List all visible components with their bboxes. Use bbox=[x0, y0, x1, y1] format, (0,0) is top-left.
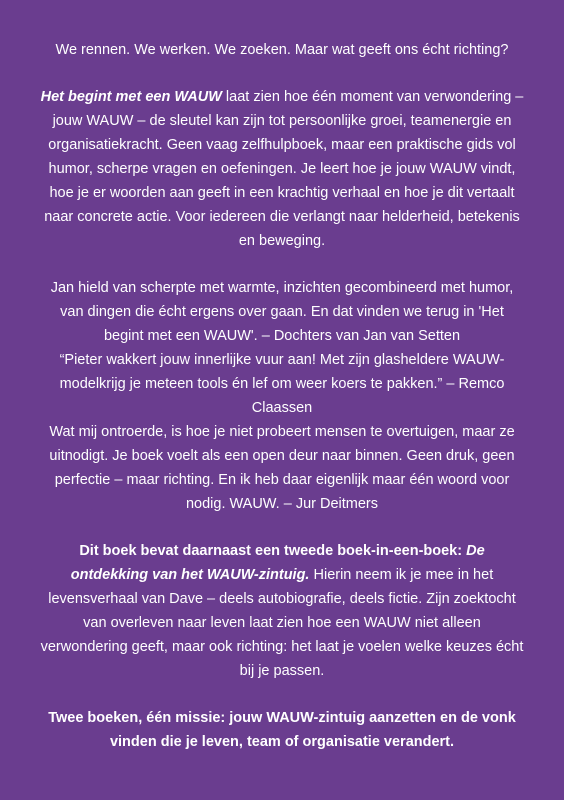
closing-statement: Twee boeken, één missie: jouw WAUW-zintuig aanzetten en de vonk vinden die je leven, team of organisatie verandert. bbox=[48, 710, 516, 750]
book-title-emphasis: Het begint met een WAUW bbox=[40, 89, 222, 105]
quote-jur-deitmers: Wat mij ontroerde, is hoe je niet probeert mensen te overtuigen, maar ze uitnodigt. Je boek voelt als een open deur naar binnen. Geen druk, geen perfectie – maar richting. En ik heb daar eigenlijk maar één woord voor nodig. WAUW. – Jur Deitmers bbox=[49, 424, 515, 512]
intro-text: We rennen. We werken. We zoeken. Maar wat geeft ons écht richting? bbox=[55, 42, 509, 58]
second-book-text: Hierin neem ik je mee in het levensverhaal van Dave – deels autobiografie, deels fictie. Zijn zoektocht van overleven naar leven laat zien hoe een WAUW niet alleen verwondering geeft, maar ook richting: het laat je voelen welke keuzes écht bij je passen. bbox=[40, 567, 524, 679]
description-text: laat zien hoe één moment van verwondering – jouw WAUW – de sleutel kan zijn tot persoonlijke groei, teamenergie en organisatiekracht. Geen vaag zelfhulpboek, maar een praktische gids vol humor, scherpe vragen en oefeningen. Je leert hoe je jouw WAUW vindt, hoe je er woorden aan geeft in een krachtig verhaal en hoe je dit vertaalt naar concrete actie. Voor iedereen die verlangt naar helderheid, betekenis en beweging. bbox=[44, 89, 524, 249]
description-paragraph bbox=[40, 85, 524, 253]
spacer bbox=[40, 253, 524, 276]
quote-daughters: Jan hield van scherpte met warmte, inzichten gecombineerd met humor, van dingen die écht ergens over gaan. En dat vinden we terug in 'Het begint met een WAUW'. – Dochters van Jan van Setten bbox=[50, 280, 514, 344]
second-book-lead: Dit boek bevat daarnaast een tweede boek-in-een-boek: bbox=[79, 543, 467, 559]
second-book-paragraph bbox=[40, 539, 524, 683]
spacer bbox=[40, 516, 524, 539]
second-book-title: De ontdekking van het WAUW-zintuig. bbox=[70, 543, 485, 583]
spacer bbox=[40, 683, 524, 706]
spacer bbox=[40, 62, 524, 85]
quote-remco-claassen: “Pieter wakkert jouw innerlijke vuur aan! Met zijn glasheldere WAUW-modelkrijg je meteen tools én lef om weer koers te pakken.” – Remco Claassen bbox=[59, 352, 505, 416]
